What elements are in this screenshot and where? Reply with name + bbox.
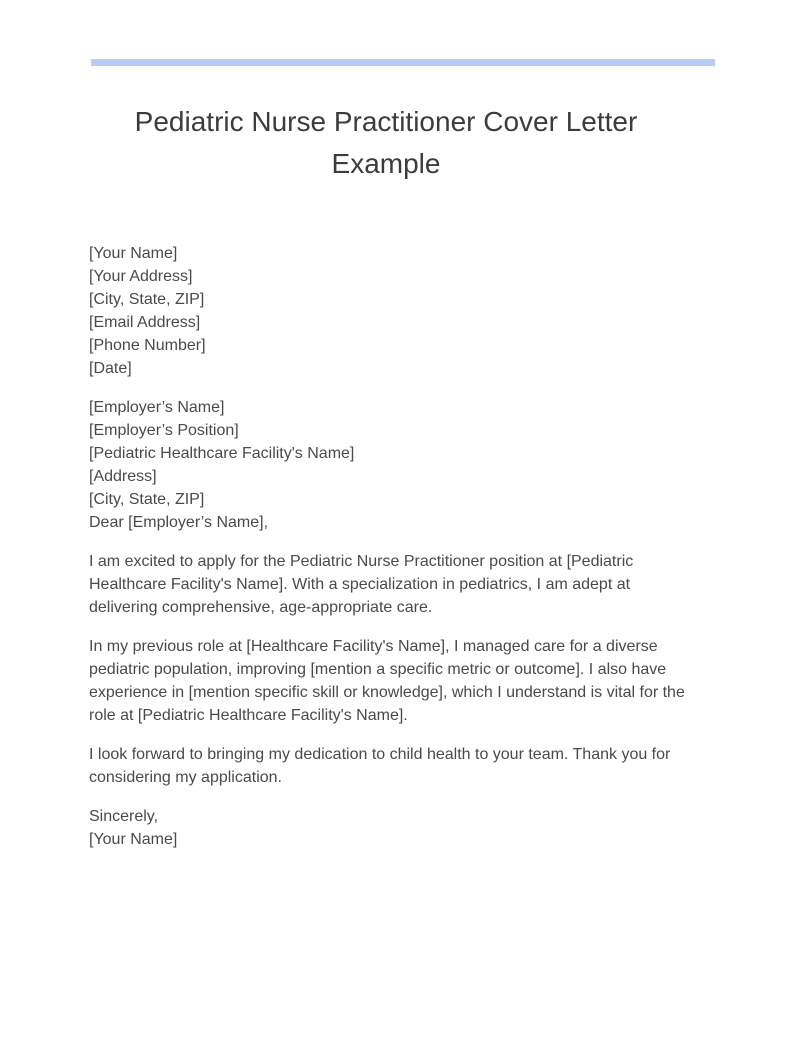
- sender-email: [Email Address]: [89, 314, 201, 331]
- sender-phone: [Phone Number]: [89, 337, 206, 354]
- sender-city-state-zip: [City, State, ZIP]: [89, 291, 205, 308]
- letter-body: [89, 242, 689, 867]
- document-title: [95, 101, 677, 185]
- valediction: Sincerely,: [89, 808, 159, 825]
- body-paragraph-intro: I am excited to apply for the Pediatric Nurse Practitioner position at [Pediatric Healthcare Facility's Name]. With a specialization in pediatrics, I am adept at delivering comprehensive, age-appropriate care.: [89, 553, 634, 616]
- facility-address: [Address]: [89, 468, 157, 485]
- salutation: Dear [Employer’s Name],: [89, 514, 269, 531]
- body-paragraph-experience: In my previous role at [Healthcare Facility's Name], I managed care for a diverse pediatric population, improving [mention a specific metric or outcome]. I also have experience in [mention specific skill or knowledge], which I understand is vital for the role at [Pediatric Healthcare Facility's Name].: [89, 638, 685, 724]
- letter-date: [Date]: [89, 360, 132, 377]
- title-line: Example: [331, 148, 441, 179]
- employer-position: [Employer’s Position]: [89, 422, 239, 439]
- sender-address-block: [89, 242, 689, 380]
- closing-block: [89, 805, 689, 851]
- title-line: Pediatric Nurse Practitioner Cover Letter: [134, 106, 638, 137]
- signature-name: [Your Name]: [89, 831, 178, 848]
- employer-name: [Employer’s Name]: [89, 399, 225, 416]
- sender-name: [Your Name]: [89, 245, 178, 262]
- header-rule: [91, 59, 715, 66]
- sender-address: [Your Address]: [89, 268, 193, 285]
- facility-name: [Pediatric Healthcare Facility's Name]: [89, 445, 355, 462]
- body-paragraph-closing: I look forward to bringing my dedication to child health to your team. Thank you for considering my application.: [89, 746, 671, 786]
- facility-city-state-zip: [City, State, ZIP]: [89, 491, 205, 508]
- recipient-address-block: [89, 396, 689, 534]
